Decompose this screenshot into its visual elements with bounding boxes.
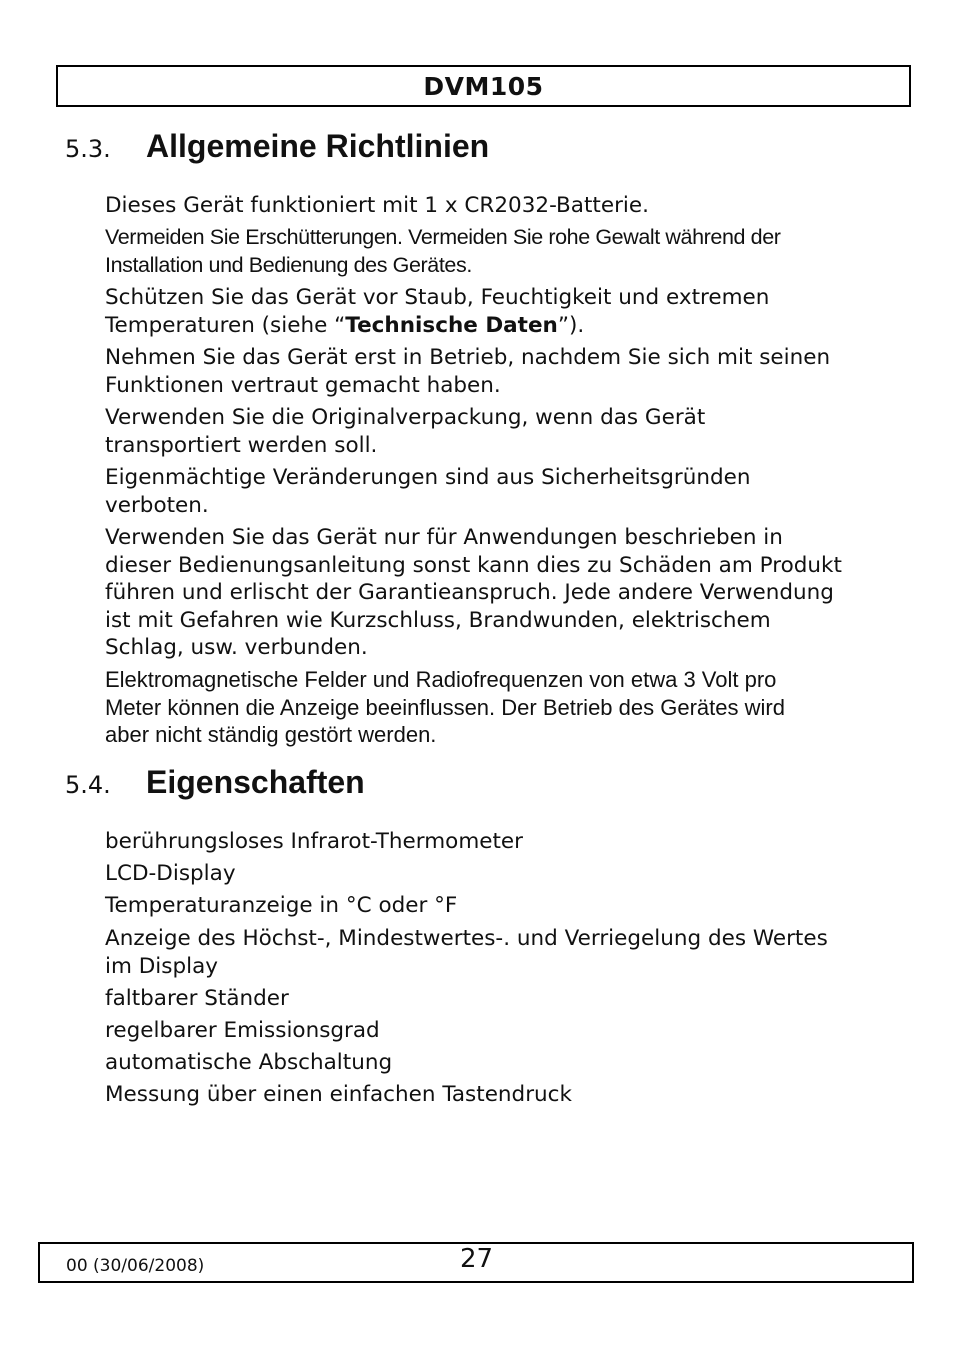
feature-item: berührungsloses Infrarot-Thermometer xyxy=(105,829,524,854)
feature-item: regelbarer Emissionsgrad xyxy=(105,1018,380,1043)
paragraph-battery: Dieses Gerät funktioniert mit 1 x CR2032-Batterie. xyxy=(105,193,649,218)
section-heading-5-3 xyxy=(65,128,489,165)
feature-item: faltbarer Ständer xyxy=(105,986,289,1011)
feature-item: Messung über einen einfachen Tastendruck xyxy=(105,1082,572,1107)
section-number: 5.4. xyxy=(65,771,111,799)
paragraph-electromagnetic: Elektromagnetische Felder und Radiofrequenzen von etwa 3 Volt pro Meter können die Anzeige beeinflussen. Der Betrieb des Gerätes wird aber nicht ständig gestört werden. xyxy=(105,667,785,747)
paragraph-vibration: Vermeiden Sie Erschütterungen. Vermeiden Sie rohe Gewalt während der Installation und Bedienung des Gerätes. xyxy=(105,225,781,277)
technical-data-reference: Technische Daten xyxy=(345,312,558,338)
paragraph-intended-use: Verwenden Sie das Gerät nur für Anwendungen beschrieben in dieser Bedienungsanleitung sonst kann dies zu Schäden am Produkt führen und erlischt der Garantieanspruch. Jede andere Verwendung ist mit Gefahren wie Kurzschluss, Brandwunden, elektrischem Schlag, usw. verbunden. xyxy=(105,525,842,660)
page-number: 27 xyxy=(460,1244,494,1274)
paragraph-modifications: Eigenmächtige Veränderungen sind aus Sicherheitsgründen verboten. xyxy=(105,465,751,518)
feature-item: Temperaturanzeige in °C oder °F xyxy=(105,893,458,918)
header-model-box xyxy=(56,65,911,107)
feature-item: Anzeige des Höchst-, Mindestwertes-. und Verriegelung des Wertes im Display xyxy=(105,926,828,979)
footer-box xyxy=(38,1242,914,1283)
document-version: 00 (30/06/2008) xyxy=(66,1256,205,1276)
feature-item: LCD-Display xyxy=(105,861,236,886)
paragraph-familiarize: Nehmen Sie das Gerät erst in Betrieb, nachdem Sie sich mit seinen Funktionen vertraut gemacht haben. xyxy=(105,345,831,398)
model-name: DVM105 xyxy=(423,71,544,101)
section-heading-5-4 xyxy=(65,764,365,801)
feature-item: automatische Abschaltung xyxy=(105,1050,393,1075)
section-title: Allgemeine Richtlinien xyxy=(146,128,490,164)
paragraph-packaging: Verwenden Sie die Originalverpackung, wenn das Gerät transportiert werden soll. xyxy=(105,405,706,458)
section-number: 5.3. xyxy=(65,135,111,163)
paragraph-protection: Schützen Sie das Gerät vor Staub, Feuchtigkeit und extremen Temperaturen (siehe “Technische Daten”). xyxy=(105,285,770,338)
section-title: Eigenschaften xyxy=(146,764,365,800)
